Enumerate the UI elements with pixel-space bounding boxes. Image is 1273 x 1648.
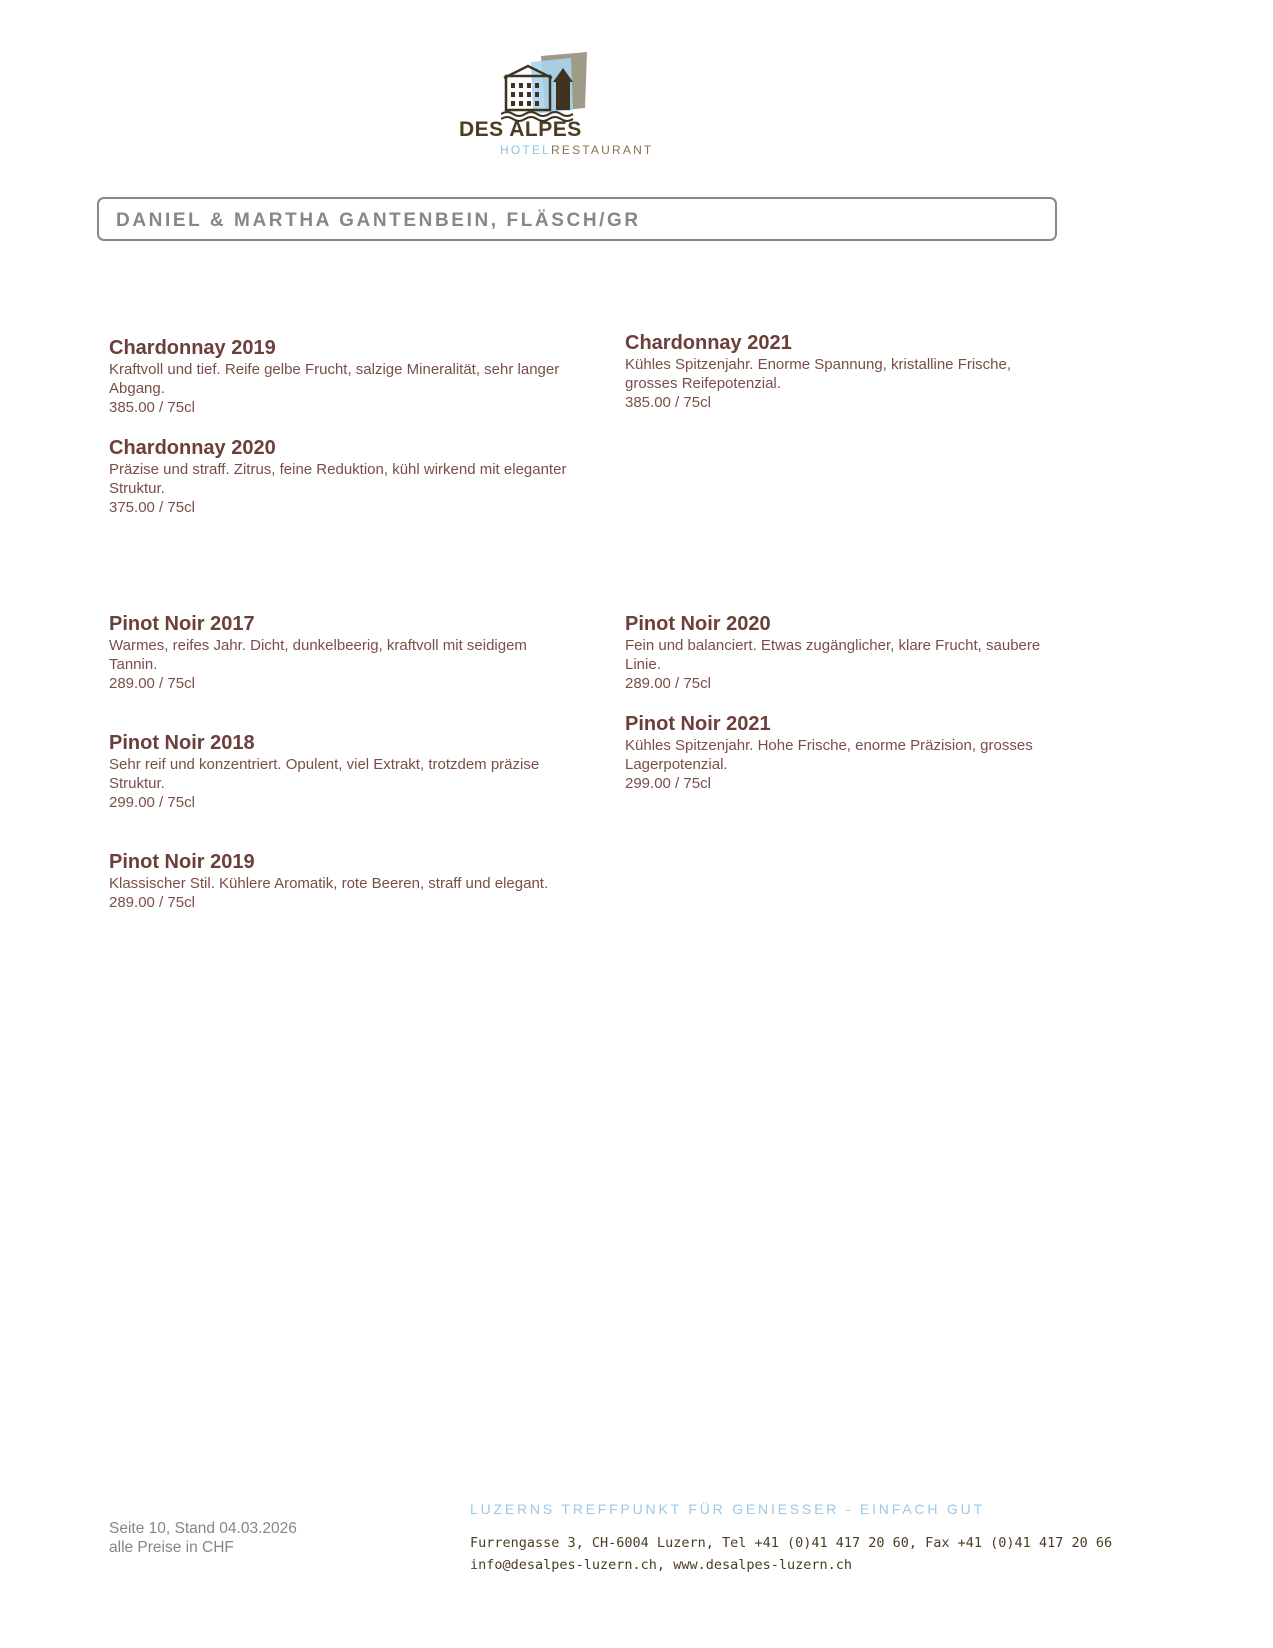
- address-line: Furrengasse 3, CH-6004 Luzern, Tel +41 (0)41 417 20 60, Fax +41 (0)41 417 20 66: [470, 1535, 1113, 1551]
- footer-page-info: [109, 1519, 297, 1557]
- wine-description: Kühles Spitzenjahr. Hohe Frische, enorme Präzision, grosses Lagerpotenzial.: [625, 737, 1033, 773]
- page-number-date: Seite 10, Stand 04.03.2026: [109, 1520, 297, 1537]
- hotel-logo: [459, 52, 659, 162]
- hotel-building-logo-icon: [501, 52, 591, 122]
- wine-description: Kühles Spitzenjahr. Enorme Spannung, kristalline Frische, grosses Reifepotenzial.: [625, 356, 1012, 392]
- footer-address: [470, 1532, 1112, 1576]
- wine-item: [109, 731, 569, 812]
- brand-subtitle: [500, 143, 653, 157]
- wine-price: 385.00 / 75cl: [625, 394, 711, 411]
- wine-price: 289.00 / 75cl: [625, 675, 711, 692]
- wine-item: [109, 436, 569, 517]
- currency-note: alle Preise in CHF: [109, 1539, 234, 1556]
- wine-item: [109, 336, 569, 417]
- wine-item: [625, 331, 1065, 412]
- producer-title: DANIEL & MARTHA GANTENBEIN, FLÄSCH/GR: [116, 210, 641, 231]
- brand-subtitle-hotel: HOTEL: [500, 143, 552, 157]
- brand-name: DES ALPES: [459, 118, 582, 141]
- wine-item: [109, 850, 569, 912]
- wine-description: Klassischer Stil. Kühlere Aromatik, rote Beeren, straff und elegant.: [109, 875, 549, 892]
- wine-name: Pinot Noir 2017: [109, 613, 255, 635]
- wine-item: [109, 612, 569, 693]
- wine-description: Warmes, reifes Jahr. Dicht, dunkelbeerig, kraftvoll mit seidigem Tannin.: [109, 637, 527, 673]
- contact-line: info@desalpes-luzern.ch, www.desalpes-luzern.ch: [470, 1557, 853, 1573]
- wine-price: 299.00 / 75cl: [109, 794, 195, 811]
- wine-name: Chardonnay 2021: [625, 332, 792, 354]
- wine-name: Pinot Noir 2021: [625, 713, 771, 735]
- wine-price: 289.00 / 75cl: [109, 675, 195, 692]
- wine-description: Sehr reif und konzentriert. Opulent, viel Extrakt, trotzdem präzise Struktur.: [109, 756, 540, 792]
- wine-name: Chardonnay 2020: [109, 437, 276, 459]
- wine-description: Präzise und straff. Zitrus, feine Reduktion, kühl wirkend mit eleganter Struktur.: [109, 461, 567, 497]
- brand-subtitle-restaurant: RESTAURANT: [551, 143, 654, 157]
- wine-price: 289.00 / 75cl: [109, 894, 195, 911]
- wine-price: 375.00 / 75cl: [109, 499, 195, 516]
- wine-name: Pinot Noir 2020: [625, 613, 771, 635]
- wine-price: 385.00 / 75cl: [109, 399, 195, 416]
- wine-description: Kraftvoll und tief. Reife gelbe Frucht, salzige Mineralität, sehr langer Abgang.: [109, 361, 560, 397]
- wine-price: 299.00 / 75cl: [625, 775, 711, 792]
- wine-name: Chardonnay 2019: [109, 337, 276, 359]
- wine-item: [625, 612, 1065, 693]
- wine-description: Fein und balanciert. Etwas zugänglicher, klare Frucht, saubere Linie.: [625, 637, 1041, 673]
- wine-item: [625, 712, 1065, 793]
- footer-tagline: LUZERNS TREFFPUNKT FÜR GENIESSER - EINFACH GUT: [470, 1501, 985, 1517]
- wine-name: Pinot Noir 2018: [109, 732, 255, 754]
- producer-header: [97, 197, 1057, 241]
- wine-name: Pinot Noir 2019: [109, 851, 255, 873]
